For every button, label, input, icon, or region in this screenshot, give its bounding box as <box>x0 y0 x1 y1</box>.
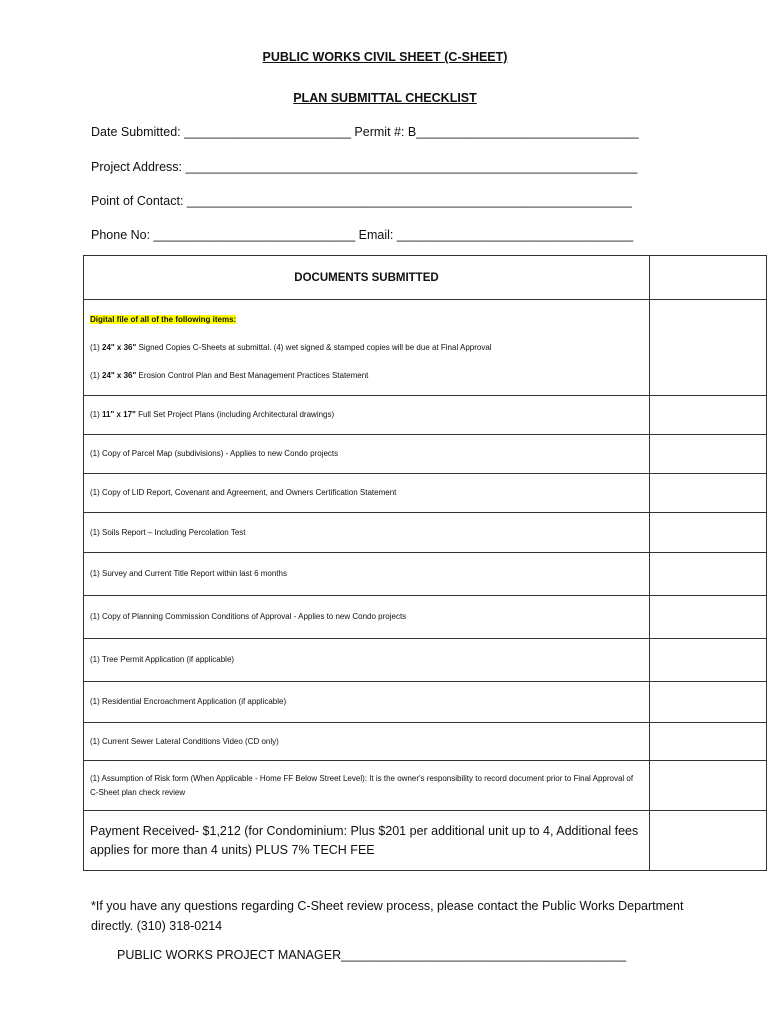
list-item: (1) Residential Encroachment Application (if applicable) <box>84 682 650 723</box>
table-row <box>84 596 767 639</box>
check-cell[interactable] <box>650 723 767 761</box>
check-cell[interactable] <box>650 474 767 513</box>
check-cell[interactable] <box>650 435 767 474</box>
table-row <box>84 723 767 761</box>
table-row <box>84 639 767 682</box>
check-cell[interactable] <box>650 682 767 723</box>
table-row <box>84 435 767 474</box>
check-cell[interactable] <box>650 396 767 435</box>
documents-submitted-header: DOCUMENTS SUBMITTED <box>84 256 650 300</box>
list-item: (1) Survey and Current Title Report within last 6 months <box>84 553 650 596</box>
table-row <box>84 474 767 513</box>
list-item: (1) 24" x 36" Erosion Control Plan and Best Management Practices Statement <box>90 370 369 380</box>
document-title: PUBLIC WORKS CIVIL SHEET (C-SHEET) <box>262 50 508 64</box>
table-row <box>84 811 767 871</box>
phone-email-field[interactable]: Phone No: _____________________________ Email: __________________________________ <box>91 228 634 242</box>
list-item: (1) Assumption of Risk form (When Applicable - Home FF Below Street Level): It is the owner's responsibility to record document prior to Final Approval of C-Sheet plan check review <box>84 761 650 811</box>
digital-files-cell <box>84 300 650 396</box>
table-header-row <box>84 256 767 300</box>
list-item: (1) 11" x 17" Full Set Project Plans (including Architectural drawings) <box>84 396 650 435</box>
check-cell[interactable] <box>650 811 767 871</box>
date-permit-field[interactable]: Date Submitted: ________________________ Permit #: B________________________________ <box>91 125 639 139</box>
list-item: (1) Current Sewer Lateral Conditions Video (CD only) <box>84 723 650 761</box>
project-manager-field[interactable]: PUBLIC WORKS PROJECT MANAGER_________________________________________ <box>117 948 627 962</box>
table-row <box>84 553 767 596</box>
check-cell[interactable] <box>650 256 767 300</box>
list-item: (1) Soils Report – Including Percolation Test <box>84 513 650 553</box>
documents-table <box>83 255 767 871</box>
table-row <box>84 513 767 553</box>
contact-note: *If you have any questions regarding C-Sheet review process, please contact the Public Works Department directly. (310) 318-0214 <box>91 899 684 933</box>
check-cell[interactable] <box>650 513 767 553</box>
check-cell[interactable] <box>650 761 767 811</box>
table-row <box>84 682 767 723</box>
digital-file-note: Digital file of all of the following items: <box>90 314 237 324</box>
table-row <box>84 300 767 396</box>
check-cell[interactable] <box>650 553 767 596</box>
table-row <box>84 761 767 811</box>
list-item: (1) Copy of LID Report, Covenant and Agreement, and Owners Certification Statement <box>84 474 650 513</box>
point-of-contact-field[interactable]: Point of Contact: ________________________________________________________________ <box>91 194 632 208</box>
list-item: (1) 24" x 36" Signed Copies C-Sheets at submittal. (4) wet signed & stamped copies will be due at Final Approval <box>90 342 492 352</box>
check-cell[interactable] <box>650 596 767 639</box>
document-subtitle: PLAN SUBMITTAL CHECKLIST <box>293 91 477 105</box>
table-row <box>84 396 767 435</box>
list-item: (1) Copy of Planning Commission Conditions of Approval - Applies to new Condo projects <box>84 596 650 639</box>
list-item: (1) Copy of Parcel Map (subdivisions) - Applies to new Condo projects <box>84 435 650 474</box>
payment-received: Payment Received- $1,212 (for Condominium: Plus $201 per additional unit up to 4, Additional fees applies for more than 4 units) PLUS 7% TECH FEE <box>84 811 650 871</box>
project-address-field[interactable]: Project Address: _________________________________________________________________ <box>91 160 638 174</box>
list-item: (1) Tree Permit Application (if applicable) <box>84 639 650 682</box>
check-cell[interactable] <box>650 639 767 682</box>
check-cell[interactable] <box>650 300 767 396</box>
